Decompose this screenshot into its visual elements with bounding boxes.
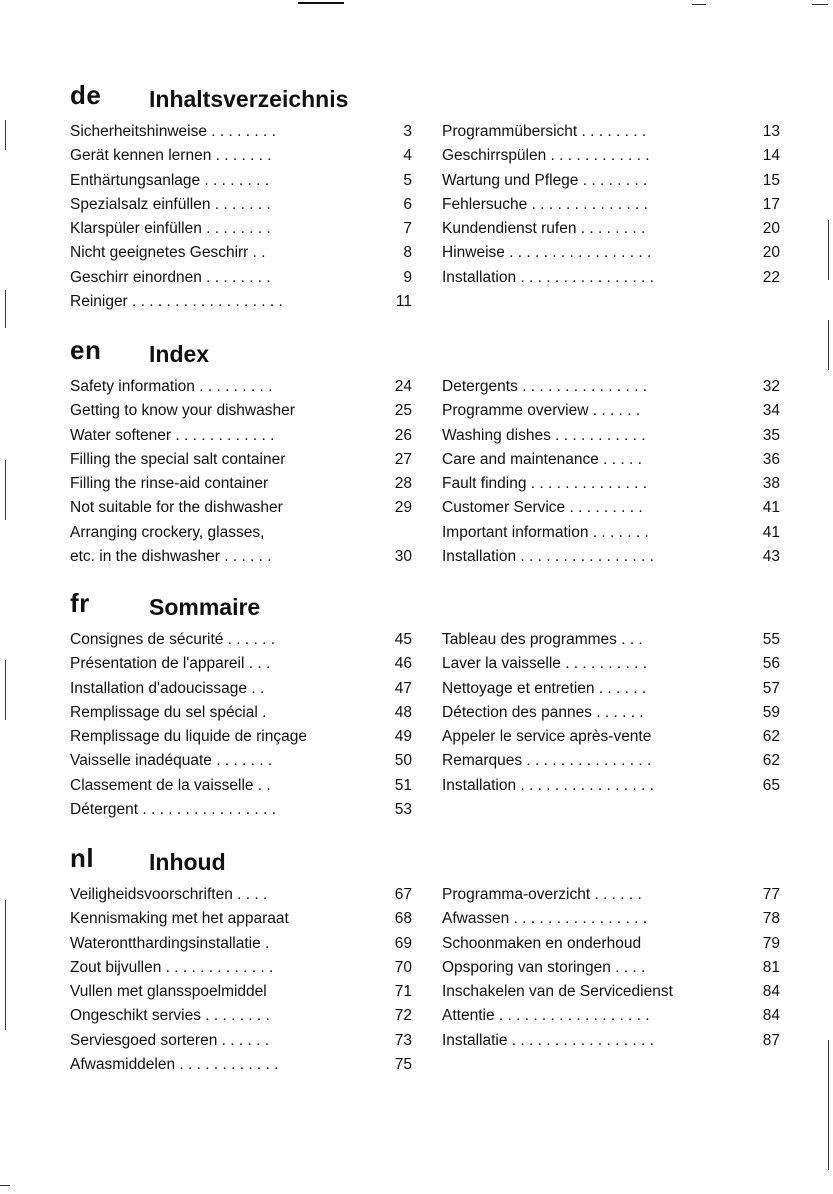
toc-entry[interactable] [442,521,780,545]
toc-entry-title: Installation d'adoucissage . . [70,679,265,697]
toc-entry-page: 56 [762,655,780,673]
toc-entry[interactable] [442,1029,780,1053]
toc-entry[interactable] [70,448,412,472]
toc-entry[interactable] [70,496,412,520]
scan-edge-mark [828,220,829,280]
toc-entry[interactable] [70,120,412,144]
toc-entry-page: 5 [403,171,412,189]
toc-entry-title: Programmübersicht . . . . . . . . [442,123,647,140]
toc-entry[interactable] [442,932,780,956]
toc-entry-page: 46 [394,655,412,673]
toc-entry-page: 38 [762,475,780,493]
toc-entry-page: 22 [762,268,780,286]
scan-edge-mark [5,900,6,1030]
scan-mark-top-corner [812,4,828,5]
toc-entry-title: Geschirr einordnen . . . . . . . . [70,268,271,286]
toc-entry[interactable] [70,1004,412,1028]
language-code: de [70,80,102,110]
toc-entry[interactable] [442,628,780,652]
toc-entry-page: 28 [394,475,412,493]
toc-entry[interactable] [442,144,780,168]
toc-entry[interactable] [442,193,780,217]
toc-entry[interactable] [442,120,780,144]
toc-entry[interactable] [442,749,780,773]
toc-entry-title: Veiligheidsvoorschriften . . . . [70,886,268,903]
toc-entry-title: Programme overview . . . . . . [442,402,641,420]
toc-entry-title: Klarspüler einfüllen . . . . . . . . [70,220,271,238]
toc-entry-page: 87 [762,1031,780,1049]
section-heading [70,843,790,883]
toc-entry[interactable] [442,883,780,907]
toc-entry-page: 20 [762,220,780,238]
toc-entry-title: Installation . . . . . . . . . . . . . . . . [442,776,654,794]
toc-entry-page: 81 [762,958,780,976]
toc-entry-title: Installation . . . . . . . . . . . . . . . . [442,548,654,566]
toc-entry-title: Safety information . . . . . . . . . [70,378,273,395]
toc-column-right [442,120,780,290]
toc-entry-page: 34 [762,402,780,420]
toc-entry-page: 51 [394,776,412,794]
section-heading [70,335,790,375]
toc-entry-title: Filling the special salt container [70,450,286,468]
toc-entry-page: 72 [394,1007,412,1025]
toc-entry-title: Nettoyage et entretien . . . . . . [442,679,647,697]
toc-entry-title: Enthärtungsanlage . . . . . . . . [70,171,270,189]
toc-entry-page: 26 [394,426,412,444]
toc-entry[interactable] [442,725,780,749]
toc-entry-title: Inschakelen van de Servicedienst [442,983,673,1001]
toc-entry-title: Fehlersuche . . . . . . . . . . . . . . [442,195,648,213]
toc-entry-title: Arranging crockery, glasses, [70,523,265,541]
toc-entry[interactable] [70,980,412,1004]
toc-entry-title: Tableau des programmes . . . [442,631,643,648]
toc-entry[interactable] [70,472,412,496]
section-title: Inhaltsverzeichnis [149,86,349,112]
toc-entry-title: Waterontthardingsinstallatie . [70,934,270,952]
toc-entry-page: 84 [762,983,780,1001]
toc-entry-page: 32 [762,378,780,395]
toc-column-left [70,628,412,822]
toc-entry-page: 49 [394,728,412,746]
toc-entry[interactable] [442,399,780,423]
scan-mark-top-right [692,4,706,5]
toc-section-fr [70,588,790,819]
toc-entry-title: Wartung und Pflege . . . . . . . . [442,171,648,189]
scan-edge-mark [5,660,6,720]
toc-entry-title: Programma-overzicht . . . . . . [442,886,642,903]
toc-entry[interactable] [70,169,412,193]
language-code: nl [70,843,95,873]
toc-entry-page: 9 [403,268,412,286]
toc-entry-page: 70 [394,958,412,976]
toc-entry[interactable] [70,701,412,725]
toc-entry-title: Customer Service . . . . . . . . . [442,499,643,517]
toc-entry-page: 15 [762,171,780,189]
toc-entry-title: Washing dishes . . . . . . . . . . . [442,426,646,444]
toc-entry[interactable] [442,907,780,931]
toc-entry-page: 8 [403,244,412,262]
toc-entry-title: etc. in the dishwasher . . . . . . [70,548,272,566]
toc-entry-title: Nicht geeignetes Geschirr . . [70,244,266,262]
toc-section-de [70,80,790,311]
toc-entry-title: Getting to know your dishwasher [70,402,295,420]
toc-entry-title: Hinweise . . . . . . . . . . . . . . . . . [442,244,652,262]
toc-entry[interactable] [442,701,780,725]
toc-column-left [70,120,412,314]
toc-entry[interactable] [442,424,780,448]
toc-entry-page: 62 [762,728,780,746]
toc-entry[interactable] [442,241,780,265]
toc-entry-page: 47 [394,679,412,697]
toc-entry-page: 17 [762,195,780,213]
toc-entry-title: Appeler le service après-vente [442,728,652,746]
toc-entry[interactable] [70,883,412,907]
toc-entry[interactable] [70,798,412,822]
section-title: Inhoud [149,849,226,875]
toc-entry-title: Geschirrspülen . . . . . . . . . . . . [442,147,650,165]
toc-entry-title: Not suitable for the dishwasher [70,499,283,517]
toc-entry-title: Remplissage du sel spécial . [70,703,267,721]
toc-entry-title: Détection des pannes . . . . . . [442,703,644,721]
toc-entry[interactable] [70,749,412,773]
toc-entry-title: Remarques . . . . . . . . . . . . . . . [442,752,652,770]
section-heading [70,80,790,120]
toc-entry-page: 36 [762,450,780,468]
toc-entry[interactable] [70,774,412,798]
toc-entry[interactable] [70,144,412,168]
toc-entry-page: 79 [762,934,780,952]
toc-entry[interactable] [70,907,412,931]
toc-entry[interactable] [442,677,780,701]
toc-entry-title: Detergents . . . . . . . . . . . . . . . [442,378,648,395]
toc-entry[interactable] [442,217,780,241]
toc-entry-page: 62 [762,752,780,770]
toc-entry-title: Attentie . . . . . . . . . . . . . . . . . . [442,1007,650,1025]
toc-entry-title: Consignes de sécurité . . . . . . [70,631,276,648]
toc-entry[interactable] [70,956,412,980]
toc-entry-page: 55 [762,631,780,648]
toc-entry-page: 24 [394,378,412,395]
toc-entry-title: Kennismaking met het apparaat [70,910,289,928]
toc-entry-page: 84 [762,1007,780,1025]
toc-entry[interactable] [70,266,412,290]
toc-entry[interactable] [70,290,412,314]
toc-entry-title: Ongeschikt servies . . . . . . . . [70,1007,270,1025]
toc-entry-page: 41 [762,523,780,541]
toc-entry-title: Gerät kennen lernen . . . . . . . [70,147,272,165]
scan-edge-mark [5,290,6,328]
toc-entry-page: 48 [394,703,412,721]
toc-entry[interactable] [70,677,412,701]
scan-edge-mark [5,120,6,150]
toc-entry-page: 77 [762,886,780,903]
toc-entry-title: Spezialsalz einfüllen . . . . . . . [70,195,271,213]
toc-entry-title: Fault finding . . . . . . . . . . . . . . [442,475,648,493]
toc-entry-page: 73 [394,1031,412,1049]
toc-entry-page: 78 [762,910,780,928]
toc-entry-page: 4 [403,147,412,165]
toc-entry[interactable] [442,448,780,472]
toc-entry[interactable] [70,1053,412,1077]
toc-column-left [70,375,412,569]
toc-column-right [442,883,780,1053]
toc-entry[interactable] [442,472,780,496]
toc-entry[interactable] [442,1004,780,1028]
section-title: Sommaire [149,594,261,620]
toc-entry-title: Afwassen . . . . . . . . . . . . . . . . [442,910,648,928]
toc-entry-title: Schoonmaken en onderhoud [442,934,642,952]
toc-entry-page: 67 [394,886,412,903]
toc-section-nl [70,843,790,1074]
toc-entry-page: 59 [762,703,780,721]
toc-entry-page: 71 [394,983,412,1001]
toc-entry-title: Classement de la vaisselle . . [70,776,271,794]
toc-entry[interactable] [442,774,780,798]
toc-entry-page: 7 [403,220,412,238]
toc-entry-title: Important information . . . . . . . [442,523,649,541]
toc-entry[interactable] [70,424,412,448]
toc-entry-title: Afwasmiddelen . . . . . . . . . . . . [70,1056,279,1074]
toc-entry[interactable] [70,725,412,749]
toc-entry-page: 14 [762,147,780,165]
toc-entry-title: Détergent . . . . . . . . . . . . . . . . [70,801,276,819]
scan-mark-top [298,2,344,4]
toc-column-left [70,883,412,1077]
toc-entry-page: 53 [394,801,412,819]
toc-entry[interactable] [70,521,412,545]
toc-entry-title: Présentation de l'appareil . . . [70,655,271,673]
toc-entry-page: 57 [762,679,780,697]
toc-entry-page: 30 [394,548,412,566]
toc-entry[interactable] [442,169,780,193]
toc-entry[interactable] [442,496,780,520]
toc-entry-page: 20 [762,244,780,262]
toc-entry-title: Installatie . . . . . . . . . . . . . . . . . [442,1031,654,1049]
toc-entry[interactable] [70,628,412,652]
toc-entry-title: Vullen met glansspoelmiddel [70,983,267,1001]
toc-entry[interactable] [442,375,780,399]
toc-entry-page: 41 [762,499,780,517]
toc-entry-page: 29 [394,499,412,517]
toc-entry[interactable] [70,545,412,569]
toc-entry-page: 75 [394,1056,412,1074]
toc-entry[interactable] [442,652,780,676]
scan-edge-mark [5,460,6,520]
toc-entry[interactable] [70,375,412,399]
toc-entry-page: 43 [762,548,780,566]
toc-entry-title: Zout bijvullen . . . . . . . . . . . . . [70,958,274,976]
toc-entry-title: Laver la vaisselle . . . . . . . . . . [442,655,648,673]
toc-entry-page: 6 [403,195,412,213]
toc-entry[interactable] [70,932,412,956]
toc-entry-page: 35 [762,426,780,444]
toc-entry[interactable] [442,980,780,1004]
toc-entry-title: Remplissage du liquide de rinçage [70,728,307,746]
toc-entry[interactable] [70,241,412,265]
toc-entry-title: Opsporing van storingen . . . . [442,958,646,976]
toc-entry[interactable] [70,217,412,241]
toc-entry-title: Filling the rinse-aid container [70,475,269,493]
toc-entry-title: Vaisselle inadéquate . . . . . . . [70,752,273,770]
toc-entry-page: 68 [394,910,412,928]
toc-entry-title: Water softener . . . . . . . . . . . . [70,426,275,444]
scan-edge-mark [828,1040,829,1170]
toc-entry[interactable] [442,956,780,980]
toc-entry-title: Installation . . . . . . . . . . . . . . . . [442,268,654,286]
toc-entry-page: 11 [395,293,412,311]
toc-entry-page: 3 [403,123,412,140]
toc-entry[interactable] [70,193,412,217]
toc-entry[interactable] [70,399,412,423]
toc-entry-title: Sicherheitshinweise . . . . . . . . [70,123,276,140]
language-code: fr [70,588,90,618]
toc-entry-page: 65 [762,776,780,794]
toc-entry-page: 69 [394,934,412,952]
language-code: en [70,335,102,365]
toc-column-right [442,628,780,798]
toc-entry[interactable] [70,1029,412,1053]
toc-entry-page: 50 [394,752,412,770]
toc-entry[interactable] [442,266,780,290]
toc-entry[interactable] [442,545,780,569]
toc-section-en [70,335,790,566]
toc-column-right [442,375,780,569]
section-heading [70,588,790,628]
toc-entry-title: Care and maintenance . . . . . [442,450,642,468]
toc-entry-title: Reiniger . . . . . . . . . . . . . . . . . . [70,293,283,311]
toc-entry[interactable] [70,652,412,676]
toc-entry-page: 27 [394,450,412,468]
scan-edge-mark [828,320,829,370]
toc-entry-title: Kundendienst rufen . . . . . . . . [442,220,646,238]
toc-entry-page: 45 [394,631,412,648]
toc-entry-page: 25 [394,402,412,420]
toc-entry-title: Serviesgoed sorteren . . . . . . [70,1031,270,1049]
toc-entry-page: 13 [762,123,780,140]
scan-mark-bottom [0,1185,10,1186]
section-title: Index [149,341,210,367]
